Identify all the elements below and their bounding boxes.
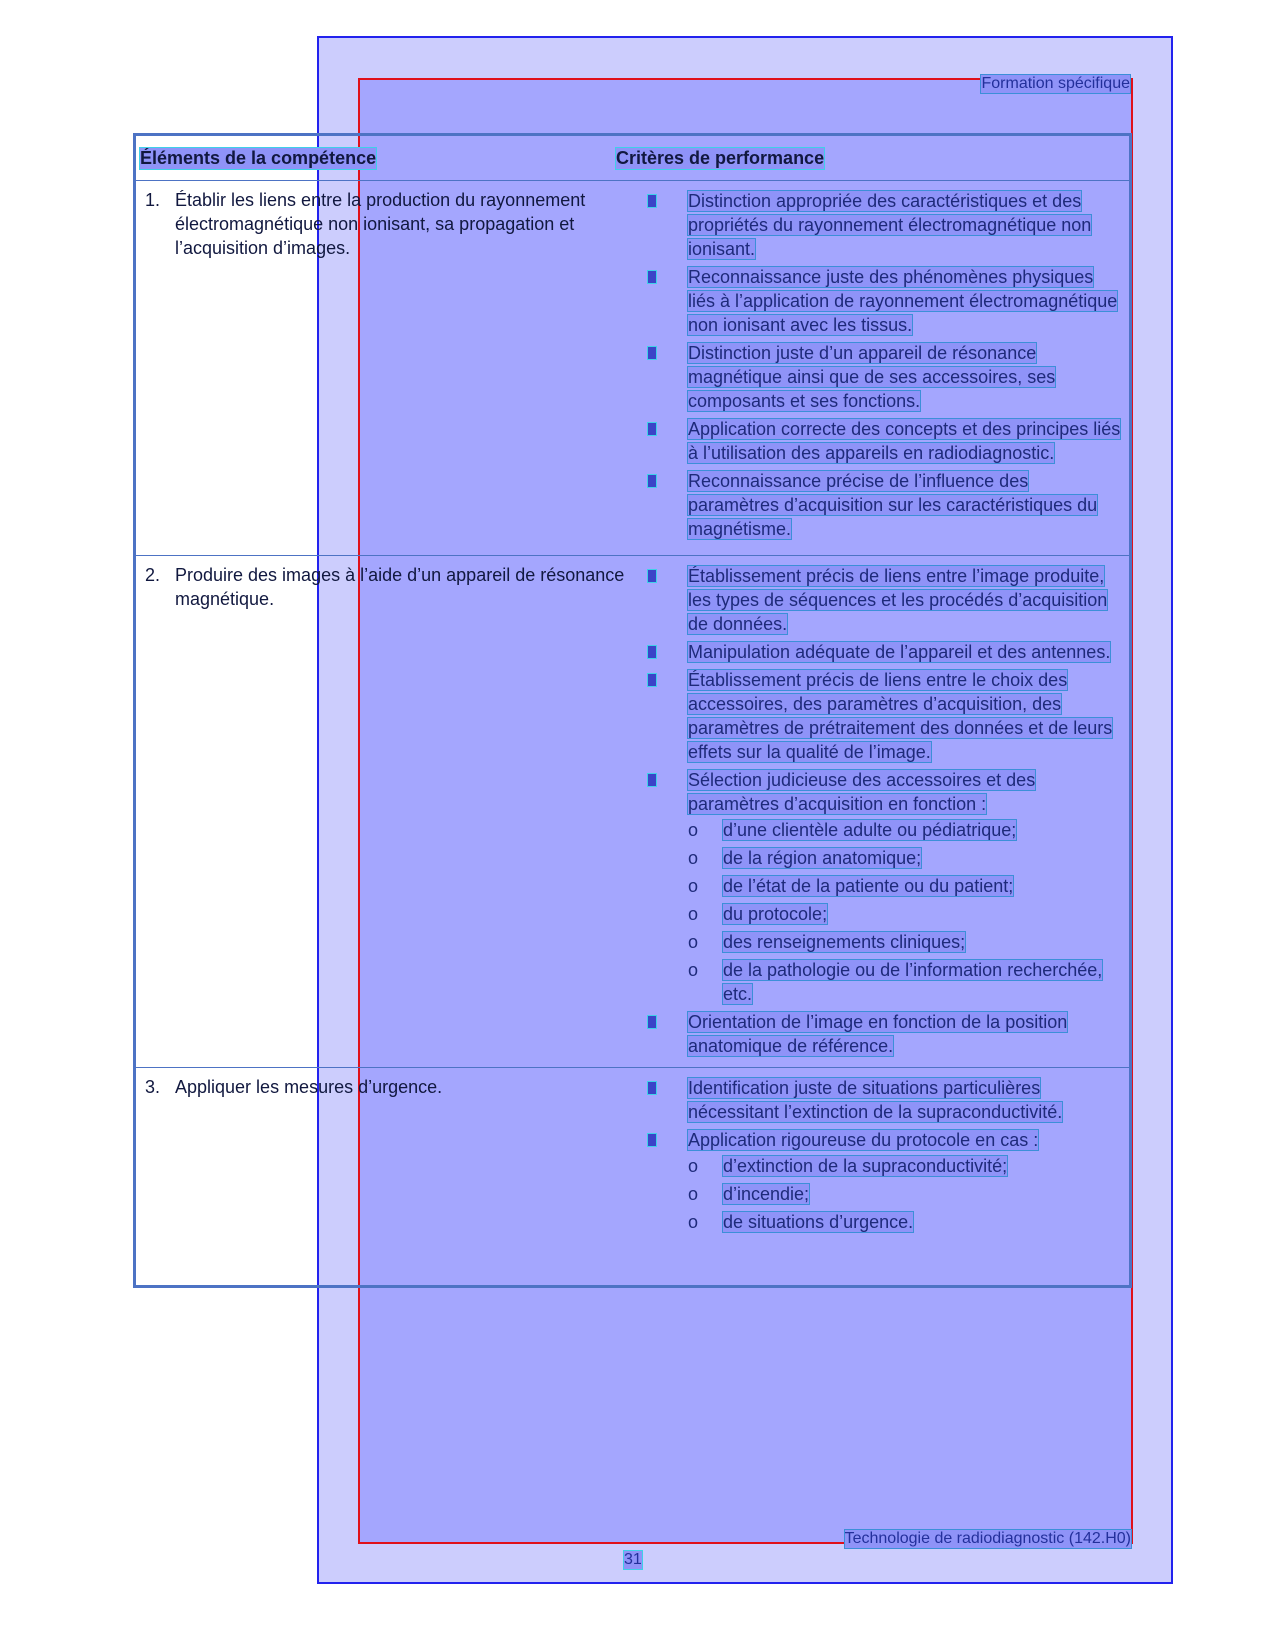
sub-item-text: du protocole; bbox=[723, 904, 828, 924]
circle-bullet-icon: o bbox=[688, 876, 699, 896]
criterion-item bbox=[648, 564, 1124, 636]
sub-item bbox=[688, 1210, 1124, 1234]
circle-bullet-icon: o bbox=[688, 1156, 699, 1176]
competence-element bbox=[145, 188, 640, 260]
element-text: Appliquer les mesures d’urgence. bbox=[175, 1077, 443, 1097]
criterion-text: Reconnaissance précise de l’influence des paramètres d’acquisition sur les caractéristiques du magnétisme. bbox=[688, 471, 1098, 539]
sub-list bbox=[688, 818, 1124, 1006]
circle-bullet-icon: o bbox=[688, 1184, 699, 1204]
criterion-text: Application rigoureuse du protocole en cas : bbox=[688, 1130, 1039, 1150]
criterion-item bbox=[648, 768, 1124, 1006]
sub-item-text: d’incendie; bbox=[723, 1184, 810, 1204]
element-number: 2. bbox=[145, 565, 161, 585]
sub-item bbox=[688, 958, 1124, 1006]
sub-item bbox=[688, 874, 1124, 898]
competence-element bbox=[145, 563, 640, 611]
criterion-item bbox=[648, 417, 1124, 465]
circle-bullet-icon: o bbox=[688, 1212, 699, 1232]
criterion-text: Manipulation adéquate de l’appareil et des antennes. bbox=[688, 642, 1111, 662]
table-row bbox=[136, 181, 1129, 556]
bullet-icon bbox=[648, 195, 656, 207]
sub-item-text: d’extinction de la supraconductivité; bbox=[723, 1156, 1008, 1176]
sub-item bbox=[688, 930, 1124, 954]
criterion-text: Établissement précis de liens entre le choix des accessoires, des paramètres d’acquisition, des paramètres de prétraitement des données et de leurs effets sur la qualité de l’image. bbox=[688, 670, 1113, 762]
bullet-icon bbox=[648, 271, 656, 283]
criterion-text: Identification juste de situations particulières nécessitant l’extinction de la supraconductivité. bbox=[688, 1078, 1063, 1122]
criterion-item bbox=[648, 640, 1124, 664]
element-text: Produire des images à l’aide d’un appareil de résonance magnétique. bbox=[175, 565, 625, 609]
criterion-text: Orientation de l’image en fonction de la position anatomique de référence. bbox=[688, 1012, 1068, 1056]
competence-table bbox=[133, 133, 1132, 1288]
criterion-text: Reconnaissance juste des phénomènes physiques liés à l’application de rayonnement électromagnétique non ionisant avec les tissus. bbox=[688, 267, 1118, 335]
sub-item bbox=[688, 1182, 1124, 1206]
criterion-item bbox=[648, 341, 1124, 413]
bullet-icon bbox=[648, 1016, 656, 1028]
criterion-item bbox=[648, 1010, 1124, 1058]
bullet-icon bbox=[648, 475, 656, 487]
circle-bullet-icon: o bbox=[688, 820, 699, 840]
element-text: Établir les liens entre la production du rayonnement électromagnétique non ionisant, sa propagation et l’acquisition d’images. bbox=[175, 190, 586, 258]
bullet-icon bbox=[648, 1134, 656, 1146]
column-header-elements: Éléments de la compétence bbox=[140, 148, 377, 168]
table-row bbox=[136, 556, 1129, 1068]
page-number: 31 bbox=[624, 1551, 642, 1568]
sub-item-text: des renseignements cliniques; bbox=[723, 932, 966, 952]
bullet-icon bbox=[648, 423, 656, 435]
bullet-icon bbox=[648, 674, 656, 686]
sub-item-text: de la région anatomique; bbox=[723, 848, 922, 868]
sub-item bbox=[688, 818, 1124, 842]
criteria-list bbox=[648, 1076, 1124, 1238]
running-header: Formation spécifique bbox=[981, 75, 1130, 92]
sub-item bbox=[688, 1154, 1124, 1178]
running-footer: Technologie de radiodiagnostic (142.H0) bbox=[844, 1530, 1131, 1547]
sub-item-text: d’une clientèle adulte ou pédiatrique; bbox=[723, 820, 1017, 840]
sub-item bbox=[688, 846, 1124, 870]
circle-bullet-icon: o bbox=[688, 848, 699, 868]
element-number: 1. bbox=[145, 190, 161, 210]
criterion-item bbox=[648, 668, 1124, 764]
criterion-text: Sélection judicieuse des accessoires et des paramètres d’acquisition en fonction : bbox=[688, 770, 1036, 814]
sub-item-text: de situations d’urgence. bbox=[723, 1212, 914, 1232]
sub-item-text: de l’état de la patiente ou du patient; bbox=[723, 876, 1014, 896]
sub-list bbox=[688, 1154, 1124, 1234]
sub-item-text: de la pathologie ou de l’information recherchée, etc. bbox=[723, 960, 1103, 1004]
criterion-item bbox=[648, 189, 1124, 261]
bullet-icon bbox=[648, 1082, 656, 1094]
bullet-icon bbox=[648, 646, 656, 658]
bullet-icon bbox=[648, 570, 656, 582]
table-row bbox=[136, 1068, 1129, 1286]
column-header-criteria: Critères de performance bbox=[616, 148, 825, 168]
criterion-item bbox=[648, 1076, 1124, 1124]
circle-bullet-icon: o bbox=[688, 932, 699, 952]
circle-bullet-icon: o bbox=[688, 904, 699, 924]
sub-item bbox=[688, 902, 1124, 926]
criterion-text: Établissement précis de liens entre l’image produite, les types de séquences et les procédés d’acquisition de données. bbox=[688, 566, 1108, 634]
element-number: 3. bbox=[145, 1077, 161, 1097]
criterion-item bbox=[648, 1128, 1124, 1234]
criterion-text: Distinction appropriée des caractéristiques et des propriétés du rayonnement électromagnétique non ionisant. bbox=[688, 191, 1092, 259]
criteria-list bbox=[648, 564, 1124, 1062]
criterion-item bbox=[648, 469, 1124, 541]
circle-bullet-icon: o bbox=[688, 960, 699, 980]
bullet-icon bbox=[648, 347, 656, 359]
criteria-list bbox=[648, 189, 1124, 545]
criterion-text: Application correcte des concepts et des principes liés à l’utilisation des appareils en radiodiagnostic. bbox=[688, 419, 1121, 463]
criterion-text: Distinction juste d’un appareil de résonance magnétique ainsi que de ses accessoires, ses composants et ses fonctions. bbox=[688, 343, 1056, 411]
table-header bbox=[136, 136, 1129, 181]
criterion-item bbox=[648, 265, 1124, 337]
competence-element bbox=[145, 1075, 640, 1099]
bullet-icon bbox=[648, 774, 656, 786]
